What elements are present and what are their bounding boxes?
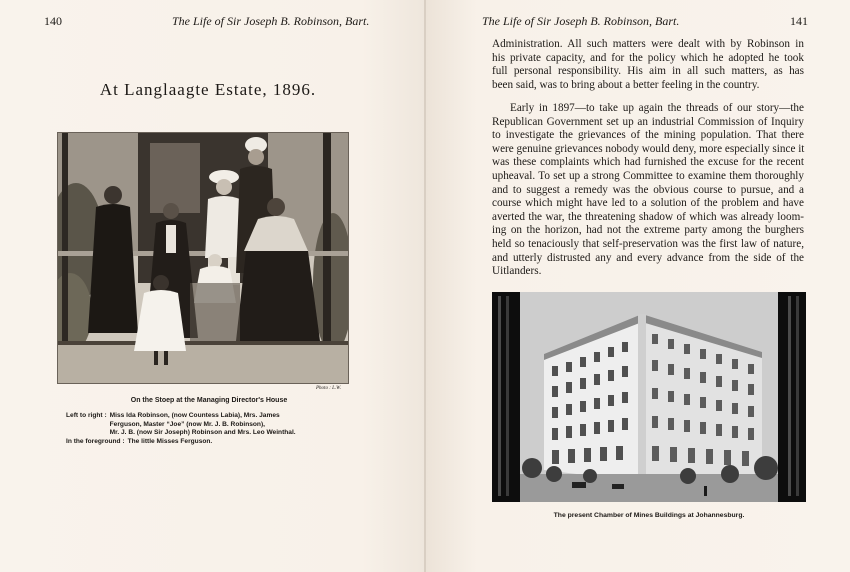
caption-text-left-to-right xyxy=(110,412,358,438)
left-page-number: 140 xyxy=(44,14,62,28)
caption-line: Mr. J. B. (now Sir Joseph) Robinson and Mrs. Leo Weinthal. xyxy=(109,429,296,437)
text-line: was these complaints which had furnished the excuse for the recent xyxy=(492,156,804,169)
text-line: averted the war, the threatening shadow of which was already loom- xyxy=(492,210,804,223)
text-line: Uitlanders. xyxy=(492,265,542,278)
building-photograph xyxy=(492,292,806,502)
family-photograph xyxy=(57,132,349,384)
text-line: Administration. All such matters were dealt with by Robinson in xyxy=(492,38,804,50)
caption-line: Miss Ida Robinson, (now Countess Labia), Mrs. James xyxy=(109,412,280,419)
caption-text-foreground: The little Misses Ferguson. xyxy=(127,437,213,445)
building-caption: The present Chamber of Mines Buildings at Johannesburg. xyxy=(553,512,745,519)
left-running-head: The Life of Sir Joseph B. Robinson, Bart. xyxy=(172,14,370,28)
text-line: his private capacity, and for the policy which he adopted he took xyxy=(492,51,804,64)
text-line: ing on the horizon, had not the extreme party among the burghers xyxy=(492,224,804,237)
right-page-number: 141 xyxy=(790,14,808,28)
photo-caption-title: On the Stoep at the Managing Director's House xyxy=(130,397,288,404)
caption-line: Ferguson, Master “Joe” (now Mr. J. B. Robinson), xyxy=(109,420,265,428)
text-line: full personal responsibility. His aim in all such matters, as has xyxy=(492,65,804,78)
caption-label-left-to-right: Left to right : xyxy=(66,412,107,419)
building-illustration xyxy=(492,292,806,502)
text-line: course which might have led to a solution of the problem and have xyxy=(492,197,804,210)
caption-row-foreground xyxy=(66,438,358,447)
text-line: were genuine grievances nobody would deny, more especially since it xyxy=(492,142,805,155)
photo-caption-body xyxy=(66,412,358,446)
text-line: and utterly distrusted any and every advance from the side of the xyxy=(492,251,804,264)
text-line: held so tenaciously that self-preservation was the first law of nature, xyxy=(492,237,804,250)
text-line: Early in 1897—to take up again the threads of our story—the xyxy=(510,102,804,114)
paragraph-2 xyxy=(492,102,804,279)
family-photo-illustration xyxy=(58,133,348,383)
paragraph-1 xyxy=(492,38,804,92)
text-line: Republican Government set up an industrial Commission of Inquiry xyxy=(492,115,804,128)
text-line: to investigate the grievances of the mining population. That there xyxy=(492,129,804,142)
text-line: upheaval. To set up a strong Committee to examine them thoroughly xyxy=(492,169,804,182)
plate-title: At Langlaagte Estate, 1896. xyxy=(99,80,317,99)
caption-row-left-to-right xyxy=(66,412,358,438)
caption-label-foreground: In the foreground : xyxy=(66,437,125,445)
right-running-head: The Life of Sir Joseph B. Robinson, Bart. xyxy=(482,14,680,28)
photo-credit: Photo : L.W. xyxy=(316,386,342,391)
text-line: been said, was to bring about a better feeling in the country. xyxy=(492,78,760,91)
text-line: and to suggest a remedy was the obvious course to pursue, and a xyxy=(492,183,804,196)
